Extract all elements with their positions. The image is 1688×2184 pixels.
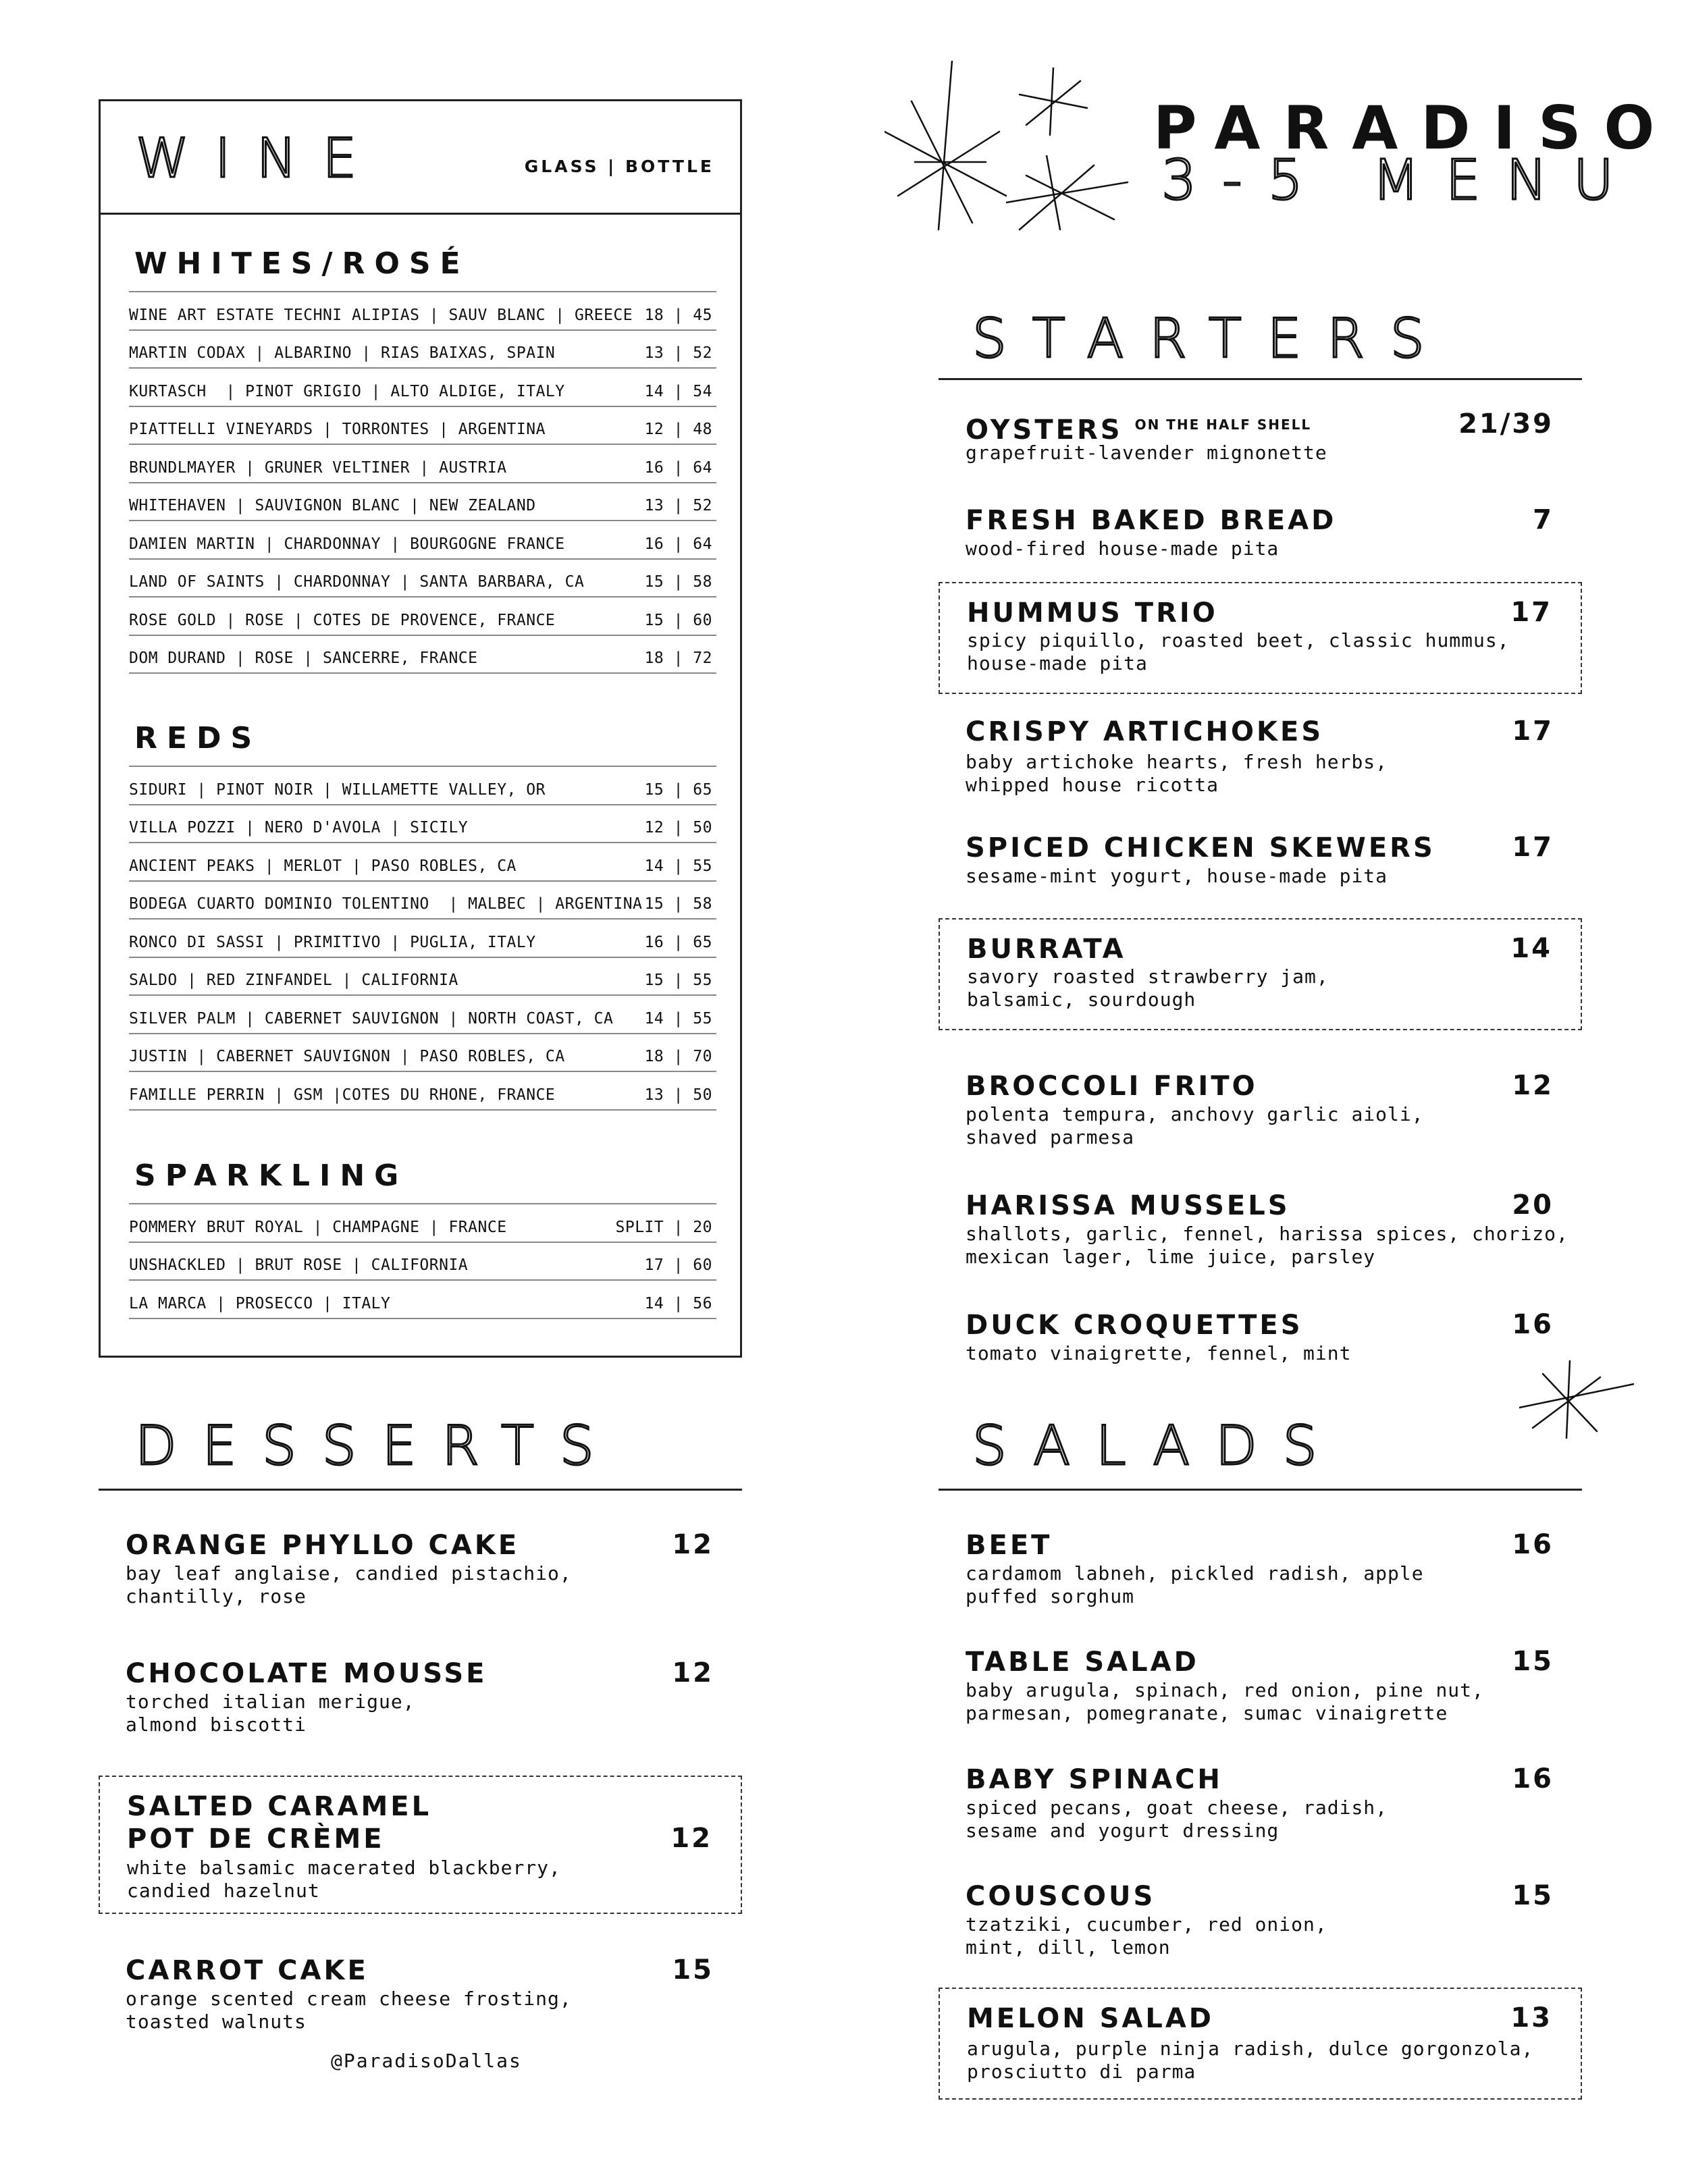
item-description: spiced pecans, goat cheese, radish, sesame and yogurt dressing [966,1796,1388,1842]
starters-item [939,1060,1582,1154]
wine-row [129,483,716,522]
item-name [127,1790,431,1855]
item-name [966,1529,1052,1562]
starters-item [939,1179,1582,1274]
item-description: spicy piquillo, roasted beet, classic hummus, house-made pita [967,629,1510,674]
item-name [966,408,1311,446]
item-description: savory roasted strawberry jam, balsamic, sourdough [967,965,1329,1011]
item-name [966,1880,1155,1913]
item-name [967,933,1126,965]
desserts-item [99,1647,742,1742]
item-description: baby arugula, spinach, red onion, pine nut, parmesan, pomegranate, sumac vinaigrette [966,1679,1484,1724]
desserts-item [99,1944,742,2039]
wine-row [129,597,716,636]
item-name-text: MELON SALAD [967,2003,1215,2034]
item-price: 17 [1512,832,1554,863]
item-name [966,716,1323,748]
wine-row [129,369,716,407]
wine-columns-label: GLASS | BOTTLE [524,157,714,176]
item-name-text: BABY SPINACH [966,1764,1223,1795]
item-name-text: SPICED CHICKEN SKEWERS [966,832,1435,863]
wine-name: LAND OF SAINTS | CHARDONNAY | SANTA BARBARA, CA [129,573,585,591]
wine-row [129,805,716,844]
item-price: 15 [1512,1646,1554,1677]
wine-name: BODEGA CUARTO DOMINIO TOLENTINO | MALBEC | ARGENTINA [129,895,643,913]
salads-item [939,1636,1582,1730]
item-price: 14 [1510,933,1552,964]
desserts-title: DESSERTS [135,1414,620,1477]
wine-section-reds [129,721,716,1111]
wine-row [129,1204,716,1243]
item-price: 20 [1512,1190,1554,1221]
wine-row [129,445,716,483]
wine-row [129,1072,716,1111]
wine-row [129,882,716,920]
wine-price: 16 | 64 [644,458,712,477]
wine-price: 15 | 58 [644,895,712,913]
wine-name: LA MARCA | PROSECCO | ITALY [129,1294,391,1312]
wine-name: PIATTELLI VINEYARDS | TORRONTES | ARGENTINA [129,421,546,438]
item-price: 17 [1512,716,1554,747]
wine-row [129,1281,716,1319]
wine-price: 13 | 52 [644,497,712,514]
desserts-item [99,1776,742,1914]
starters-item [939,918,1582,1030]
logo-name: PARADISO [1153,93,1678,163]
item-name-text: CHOCOLATE MOUSSE [126,1658,487,1689]
wine-name: VILLA POZZI | NERO D'AVOLA | SICILY [129,819,469,836]
wine-price: 14 | 56 [644,1294,712,1312]
item-name-text: FRESH BAKED BREAD [966,505,1337,536]
wine-row [129,843,716,882]
wine-name: FAMILLE PERRIN | GSM |COTES DU RHONE, FRANCE [129,1086,556,1104]
wine-price: 15 | 65 [644,780,712,799]
wine-price: 16 | 65 [644,933,712,951]
item-name-text: HUMMUS TRIO [967,597,1218,629]
wine-price: 15 | 58 [644,573,712,591]
salads-item [939,1988,1582,2100]
wine-price: 16 | 64 [644,535,712,553]
wine-section-title: SPARKLING [129,1158,716,1204]
item-description: sesame-mint yogurt, house-made pita [966,865,1388,887]
item-name [126,1529,519,1562]
wine-row [129,1243,716,1281]
wine-price: 14 | 55 [644,1009,712,1028]
wine-price: 15 | 55 [644,971,712,989]
wine-row [129,521,716,560]
item-description: grapefruit-lavender mignonette [966,442,1327,464]
wine-name: BRUNDLMAYER | GRUNER VELTINER | AUSTRIA [129,458,507,477]
wine-name: WHITEHAVEN | SAUVIGNON BLANC | NEW ZEALAND [129,497,536,514]
wine-name: SALDO | RED ZINFANDEL | CALIFORNIA [129,971,458,989]
item-description: cardamom labneh, pickled radish, apple puffed sorghum [966,1562,1424,1607]
wine-row [129,958,716,996]
wine-list-box [99,99,742,1358]
item-description: bay leaf anglaise, candied pistachio, chantilly, rose [126,1562,572,1607]
starters-item [939,582,1582,694]
wine-row [129,1034,716,1073]
item-price: 13 [1510,2002,1552,2033]
wine-price: 15 | 60 [644,611,712,629]
wine-row [129,331,716,369]
desserts-item [99,1519,742,1614]
item-name [966,504,1336,537]
item-name-text: OYSTERS [966,415,1123,446]
wine-name: RONCO DI SASSI | PRIMITIVO | PUGLIA, ITALY [129,933,536,951]
item-description: torched italian merigue, almond biscotti [126,1690,415,1736]
item-name [966,832,1435,864]
wine-price: 13 | 52 [644,344,712,362]
item-price: 16 [1512,1763,1554,1794]
wine-row [129,636,716,674]
wine-name: MARTIN CODAX | ALBARINO | RIAS BAIXAS, SPAIN [129,344,556,362]
wine-row [129,996,716,1034]
wine-price: 14 | 55 [644,857,712,875]
wine-price: 18 | 45 [644,306,712,324]
item-description: shallots, garlic, fennel, harissa spices, chorizo, mexican lager, lime juice, parsley [966,1223,1568,1268]
salads-divider [939,1489,1582,1491]
item-description: baby artichoke hearts, fresh herbs, whipped house ricotta [966,751,1388,796]
item-price: 12 [672,1529,714,1560]
wine-price: SPLIT | 20 [615,1218,712,1236]
starters-item [939,1299,1582,1373]
item-name-text: CRISPY ARTICHOKES [966,716,1324,747]
wine-name: JUSTIN | CABERNET SAUVIGNON | PASO ROBLES, CA [129,1048,565,1065]
item-name [967,597,1218,629]
wine-price: 18 | 72 [644,649,712,667]
item-name [126,1954,369,1987]
wine-section-title: REDS [129,721,716,767]
salads-item [939,1870,1582,1965]
item-name [126,1657,487,1690]
item-description: tomato vinaigrette, fennel, mint [966,1342,1352,1364]
item-price: 12 [670,1823,712,1854]
item-name [966,1763,1223,1796]
wine-row [129,920,716,958]
item-price: 16 [1512,1309,1554,1340]
wine-section-whites [129,246,716,674]
logo-subtitle: 3-5 MENU [1161,149,1639,213]
wine-name: KURTASCH | PINOT GRIGIO | ALTO ALDIGE, ITALY [129,382,565,400]
item-name-text: HARISSA MUSSELS [966,1190,1290,1221]
item-price: 15 [1512,1880,1554,1911]
wine-name: ROSE GOLD | ROSE | COTES DE PROVENCE, FRANCE [129,611,556,629]
item-name [966,1190,1290,1222]
item-price: 15 [672,1954,714,1986]
item-description: polenta tempura, anchovy garlic aioli, shaved parmesa [966,1103,1424,1148]
item-description: white balsamic macerated blackberry, candied hazelnut [127,1857,561,1902]
wine-price: 18 | 70 [644,1048,712,1065]
wine-name: UNSHACKLED | BRUT ROSE | CALIFORNIA [129,1256,469,1274]
item-name [966,1309,1303,1341]
social-handle: @ParadisoDallas [331,2050,522,2072]
item-description: wood-fired house-made pita [966,537,1280,560]
item-price: 17 [1510,597,1552,628]
item-name [966,1070,1258,1102]
item-price: 12 [1512,1070,1554,1101]
starburst-icon [1013,68,1094,142]
item-name-text: BROCCOLI FRITO [966,1071,1258,1102]
item-name [967,2002,1214,2035]
starburst-icon [1006,155,1134,236]
item-price: 16 [1512,1529,1554,1560]
item-name [966,1646,1199,1678]
salads-title: SALADS [972,1414,1343,1477]
item-name-text: BEET [966,1530,1053,1561]
item-name-text: COUSCOUS [966,1881,1156,1912]
item-name-text: DUCK CROQUETTES [966,1310,1303,1341]
wine-name: POMMERY BRUT ROYAL | CHAMPAGNE | FRANCE [129,1218,507,1236]
wine-price: 14 | 54 [644,382,712,400]
item-price: 12 [672,1657,714,1688]
item-description: tzatziki, cucumber, red onion, mint, dill, lemon [966,1913,1327,1959]
wine-name: DAMIEN MARTIN | CHARDONNAY | BOURGOGNE FRANCE [129,535,565,553]
item-name-text: ORANGE PHYLLO CAKE [126,1530,520,1561]
wine-price: 17 | 60 [644,1256,712,1274]
wine-name: WINE ART ESTATE TECHNI ALIPIAS | SAUV BLANC | GREECE [129,306,633,324]
wine-price: 12 | 50 [644,819,712,836]
starters-divider [939,378,1582,380]
desserts-divider [99,1489,742,1491]
wine-row [129,407,716,446]
wine-row [129,767,716,805]
wine-row [129,560,716,598]
wine-section-sparkling [129,1158,716,1319]
wine-section-title: WHITES/ROSÉ [129,246,716,292]
wine-header [101,101,740,215]
starters-item [939,398,1582,473]
starters-item [939,702,1582,796]
item-note: ON THE HALF SHELL [1134,417,1312,433]
item-name-text: BURRATA [967,934,1126,965]
item-name-text: SALTED CARAMEL POT DE CRÈME [127,1791,432,1855]
wine-name: SIDURI | PINOT NOIR | WILLAMETTE VALLEY, OR [129,780,546,799]
wine-row [129,292,716,331]
starters-item [939,494,1582,568]
wine-name: ANCIENT PEAKS | MERLOT | PASO ROBLES, CA [129,857,517,875]
starters-title: STARTERS [972,307,1450,370]
item-name-text: CARROT CAKE [126,1955,369,1986]
wine-price: 13 | 50 [644,1086,712,1104]
starters-item [939,822,1582,896]
wine-price: 12 | 48 [644,421,712,438]
item-description: orange scented cream cheese frosting, toasted walnuts [126,1988,572,2033]
salads-item [939,1519,1582,1614]
item-price: 7 [1533,504,1554,535]
wine-name: DOM DURAND | ROSE | SANCERRE, FRANCE [129,649,478,667]
wine-name: SILVER PALM | CABERNET SAUVIGNON | NORTH COAST, CA [129,1009,614,1028]
item-description: arugula, purple ninja radish, dulce gorgonzola, prosciutto di parma [967,2037,1534,2083]
item-price: 21/39 [1458,408,1554,440]
wine-title: WINE [136,127,383,190]
salads-item [939,1753,1582,1848]
item-name-text: TABLE SALAD [966,1647,1199,1678]
